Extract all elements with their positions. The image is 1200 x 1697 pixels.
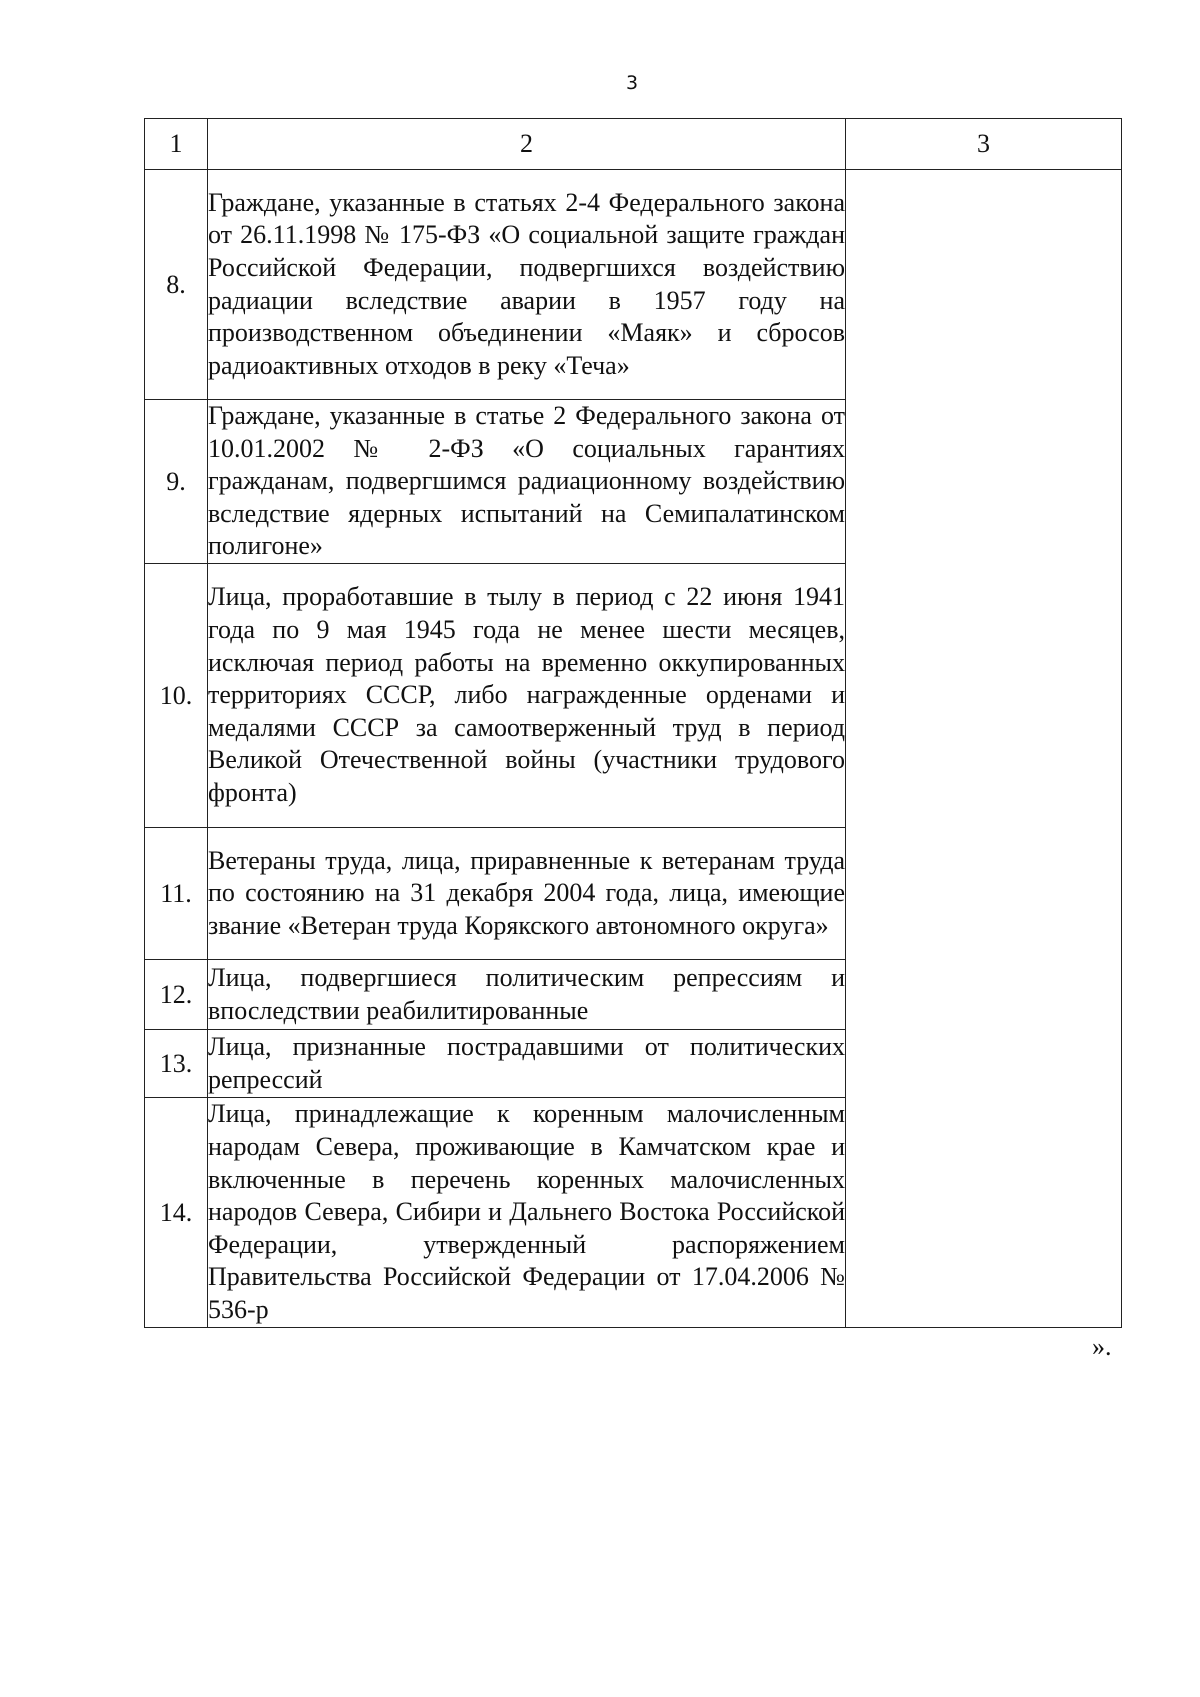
benefits-table bbox=[144, 118, 1122, 1328]
row-number: 9. bbox=[145, 400, 208, 564]
header-cell-3: 3 bbox=[846, 119, 1122, 170]
column-3-cell bbox=[846, 170, 1122, 1328]
row-text: Граждане, указанные в статье 2 Федерального закона от 10.01.2002 № 2-ФЗ «О социальных гарантиях гражданам, подвергшимся радиационному воздействию вследствие ядерных испытаний на Семипалатинском полигоне» bbox=[208, 401, 845, 561]
row-number: 8. bbox=[145, 170, 208, 400]
row-number: 12. bbox=[145, 960, 208, 1030]
table-header-row bbox=[145, 119, 1122, 170]
row-text-cell bbox=[208, 170, 846, 400]
row-text-cell bbox=[208, 400, 846, 564]
row-text: Лица, признанные пострадавшими от политических репрессий bbox=[208, 1031, 845, 1094]
row-number: 11. bbox=[145, 828, 208, 960]
header-cell-2: 2 bbox=[208, 119, 846, 170]
row-text-cell bbox=[208, 564, 846, 828]
row-text: Лица, проработавшие в тылу в период с 22 июня 1941 года по 9 мая 1945 года не менее шести месяцев, исключая период работы на временно оккупированных территориях СССР, либо награжденные орденами и медалями СССР за самоотверженный труд в период Великой Отечественной войны (участники трудового фронта) bbox=[208, 582, 845, 807]
row-text-cell bbox=[208, 828, 846, 960]
row-text-cell bbox=[208, 1098, 846, 1328]
row-text: Ветераны труда, лица, приравненные к ветеранам труда по состоянию на 31 декабря 2004 года, лица, имеющие звание «Ветеран труда Корякского автономного округа» bbox=[208, 845, 845, 940]
page-number: 3 bbox=[625, 72, 639, 94]
table-row bbox=[145, 170, 1122, 400]
row-text-cell bbox=[208, 1030, 846, 1098]
header-cell-1: 1 bbox=[145, 119, 208, 170]
row-number: 14. bbox=[145, 1098, 208, 1328]
row-text: Лица, подвергшиеся политическим репрессиям и впоследствии реабилитированные bbox=[208, 962, 845, 1025]
row-text: Лица, принадлежащие к коренным малочисленным народам Севера, проживающие в Камчатском крае и включенные в перечень коренных малочисленных народов Севера, Сибири и Дальнего Востока Российской Федерации, утвержденный распоряжением Правительства Российской Федерации от 17.04.2006 № 536-р bbox=[208, 1099, 845, 1324]
row-text: Граждане, указанные в статьях 2-4 Федерального закона от 26.11.1998 № 175-ФЗ «О социальной защите граждан Российской Федерации, подвергшихся воздействию радиации вследствие аварии в 1957 году на производственном объединении «Маяк» и сбросов радиоактивных отходов в реку «Теча» bbox=[208, 187, 845, 380]
row-text-cell bbox=[208, 960, 846, 1030]
row-number: 13. bbox=[145, 1030, 208, 1098]
closing-quote-mark: ». bbox=[1092, 1332, 1112, 1361]
row-number: 10. bbox=[145, 564, 208, 828]
